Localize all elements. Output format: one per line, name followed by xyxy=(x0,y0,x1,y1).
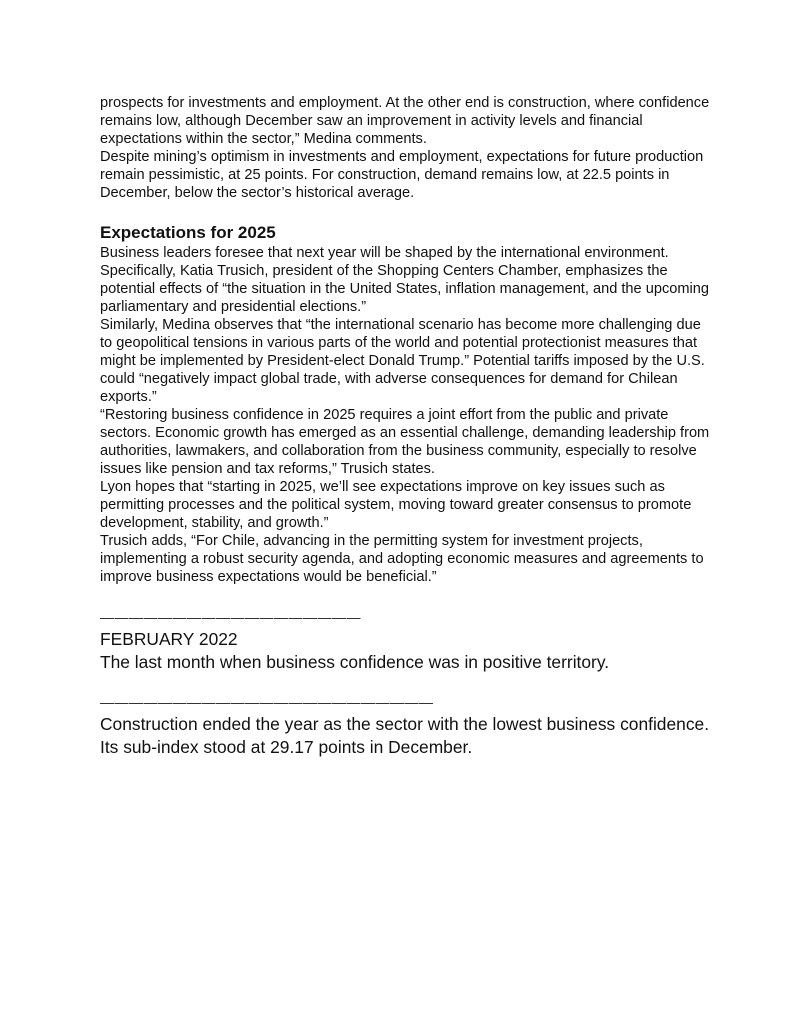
factbox-1-rule: —————————————————— xyxy=(100,609,361,625)
factbox-2-rule: ——————————————————————— xyxy=(100,694,434,710)
section-heading: Expectations for 2025 xyxy=(100,223,276,242)
section-paragraph-3: “Restoring business confidence in 2025 requires a joint effort from the public and private sectors. Economic growth has emerged as an essential challenge, demanding leadership from authorities, lawmakers, and collaboration from the business community, especially to resolve issues like pension and tax reforms,” Trusich states. xyxy=(100,407,710,477)
intro-paragraph-1: prospects for investments and employment. At the other end is construction, where confidence remains low, although December saw an improvement in activity levels and financial expectations within the sector,” Medina comments. xyxy=(100,95,710,147)
section-paragraph-4: Lyon hopes that “starting in 2025, we’ll see expectations improve on key issues such as permitting processes and the political system, moving toward greater consensus to promote development, stability, and growth.” xyxy=(100,479,692,531)
factbox-1-title: FEBRUARY 2022 xyxy=(100,629,238,649)
section-paragraph-1: Business leaders foresee that next year will be shaped by the international environment. Specifically, Katia Trusich, president of the Shopping Centers Chamber, emphasizes the potential effects of “the situation in the United States, inflation management, and the upcoming parliamentary and presidential elections.” xyxy=(100,245,709,315)
section-paragraph-2: Similarly, Medina observes that “the international scenario has become more challenging due to geopolitical tensions in various parts of the world and potential protectionist measures that might be implemented by President-elect Donald Trump.” Potential tariffs imposed by the U.S. could “negatively impact global trade, with adverse consequences for demand for Chilean exports.” xyxy=(100,317,705,405)
factbox-2-text: Construction ended the year as the sector with the lowest business confidence. Its sub-index stood at 29.17 points in December. xyxy=(100,714,710,757)
document-page xyxy=(100,94,710,758)
factbox-1-text: The last month when business confidence was in positive territory. xyxy=(100,651,610,672)
section-paragraph-5: Trusich adds, “For Chile, advancing in the permitting system for investment projects, implementing a robust security agenda, and adopting economic measures and agreements to improve business expectations would be beneficial.” xyxy=(100,533,704,585)
intro-paragraph-2: Despite mining’s optimism in investments and employment, expectations for future production remain pessimistic, at 25 points. For construction, demand remains low, at 22.5 points in December, below the sector’s historical average. xyxy=(100,149,704,201)
